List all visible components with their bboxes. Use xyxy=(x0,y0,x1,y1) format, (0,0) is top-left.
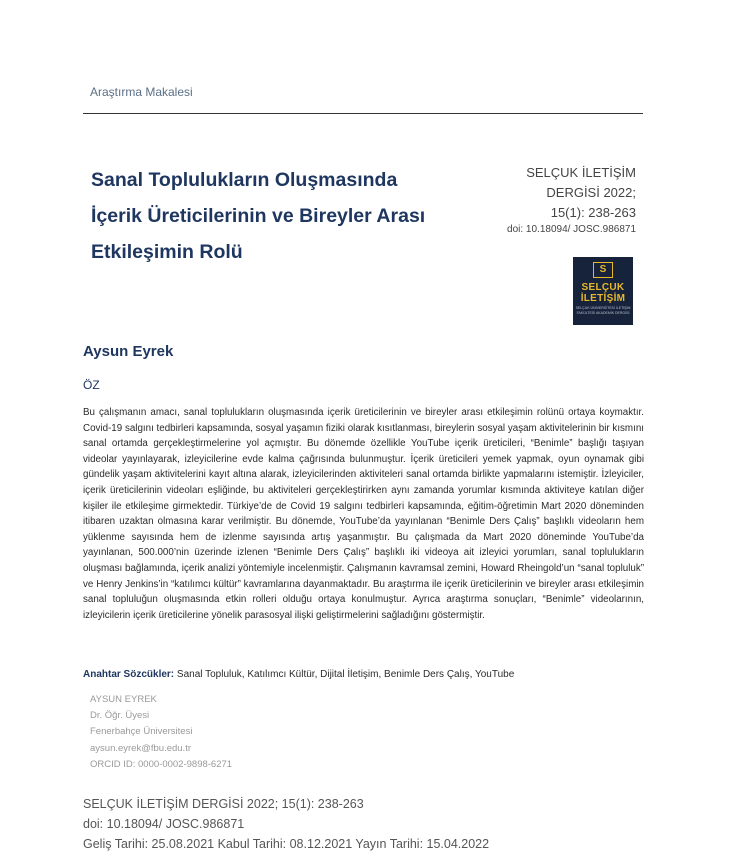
keywords xyxy=(83,667,644,682)
author-info xyxy=(90,692,232,773)
journal-logo xyxy=(573,257,633,325)
header-divider xyxy=(83,113,643,114)
title-line: Sanal Toplulukların Oluşmasında xyxy=(91,169,398,191)
article-type-label: Araştırma Makalesi xyxy=(90,85,193,99)
journal-name: SELÇUK İLETİŞİM xyxy=(526,165,636,180)
logo-text: SELÇUK xyxy=(581,282,625,293)
title-line: Etkileşimin Rolü xyxy=(91,241,243,263)
author-info-affiliation: Fenerbahçe Üniversitesi xyxy=(90,726,193,738)
logo-tagline: SELÇUK ÜNİVERSİTESİ İLETİŞİM FAKÜLTESİ AKADEMİK DERGİSİ xyxy=(575,306,631,315)
citation-dates: Geliş Tarihi: 25.08.2021 Kabul Tarihi: 08.12.2021 Yayın Tarihi: 15.04.2022 xyxy=(83,837,490,851)
journal-doi: doi: 10.18094/ JOSC.986871 xyxy=(507,224,636,235)
journal-issue: 15(1): 238-263 xyxy=(550,205,636,220)
keywords-list: Sanal Topluluk, Katılımcı Kültür, Dijital İletişim, Benimle Ders Çalış, YouTube xyxy=(176,669,515,680)
article-title xyxy=(91,162,471,270)
abstract-heading: ÖZ xyxy=(83,378,100,392)
author-info-name: AYSUN EYREK xyxy=(90,694,157,705)
journal-year: DERGİSİ 2022; xyxy=(546,185,636,200)
citation-block xyxy=(83,794,489,854)
author-info-email[interactable]: aysun.eyrek@fbu.edu.tr xyxy=(90,742,192,754)
author-info-orcid: ORCID ID: 0000-0002-9898-6271 xyxy=(90,758,233,770)
citation-journal: SELÇUK İLETİŞİM DERGİSİ 2022; 15(1): 238-263 xyxy=(83,797,364,811)
author-info-title: Dr. Öğr. Üyesi xyxy=(90,710,150,722)
citation-doi: doi: 10.18094/ JOSC.986871 xyxy=(83,817,245,831)
logo-badge-icon: S xyxy=(593,262,613,278)
keywords-label: Anahtar Sözcükler: xyxy=(83,669,175,680)
journal-reference xyxy=(507,163,636,237)
author-name: Aysun Eyrek xyxy=(83,343,174,360)
title-line: İçerik Üreticilerinin ve Bireyler Arası xyxy=(91,205,426,227)
abstract-text: Bu çalışmanın amacı, sanal toplulukların oluşmasında içerik üreticilerinin ve bireyler arası etkileşimin rolünü ortaya koymaktır. Covid-19 salgını tedbirleri kapsamında, sosyal yaşamın fiziki olarak kısıtlanması, bireylerin sosyal yaşam aktivitelerinin bir kısmını sanal ortamda gerçekleştirmelerine yol açmıştır. Bu dönemde özellikle YouTube içerik üreticileri, “Benimle” başlığı taşıyan videolar yayınlayarak, izleyicilerine evde kalma çağrısında bulunmuştur. İçerik üreticileri yemek yapmak, oyun oynamak gibi gündelik yaşam aktivitelerini kayıt altına alarak, izleyicilerinden aktiviteleri sanal ortamda birlikte yapmalarını istemiştir. İzleyiciler, içerik üreticilerinin videoları eşliğinde, bu aktiviteleri gerçekleştirirken aynı zamanda yorumlar kısmında aktiviteye katılan diğer kişiler ile etkileşime girmektedir. Türkiye’de de Covid 19 salgını tedbirleri kapsamında, eğitim-öğretimin Mart 2020 döneminden itibaren uzaktan olmasına karar verilmiştir. Bu dönemde, YouTube’da yayınlanan “Benimle Ders Çalış” başlıklı videoların hem yüklenme sayısında hem de izlenme sayısında artış yaşanmıştır. Bu çalışmada da Mart 2020 döneminde YouTube’da yayınlanan, 500.000’nin üzerinde izlenen “Benimle Ders Çalış” başlıklı iki videoya ait izleyici yorumları, sanal toplulukların oluşması bağlamında, içerik analizi yöntemiyle incelenmiştir. Çalışmanın kavramsal zemini, Howard Rheingold’un “sanal topluluk” ve Henry Jenkins’in “katılımcı kültür” kavramlarına dayanmaktadır. Bu araştırma ile içerik üreticilerinin ve bireyler arası etkileşimin sanal topluluğun oluşmasında etkin rolleri olduğu ortaya konulmuştur. Ayrıca araştırma sonuçları, “Benimle” videolarının, izleyicilerin içerik üreticilerine yönelik parasosyal ilişki geliştirmelerini sağladığını göstermiştir. xyxy=(83,407,644,621)
logo-text: İLETİŞİM xyxy=(580,293,626,304)
